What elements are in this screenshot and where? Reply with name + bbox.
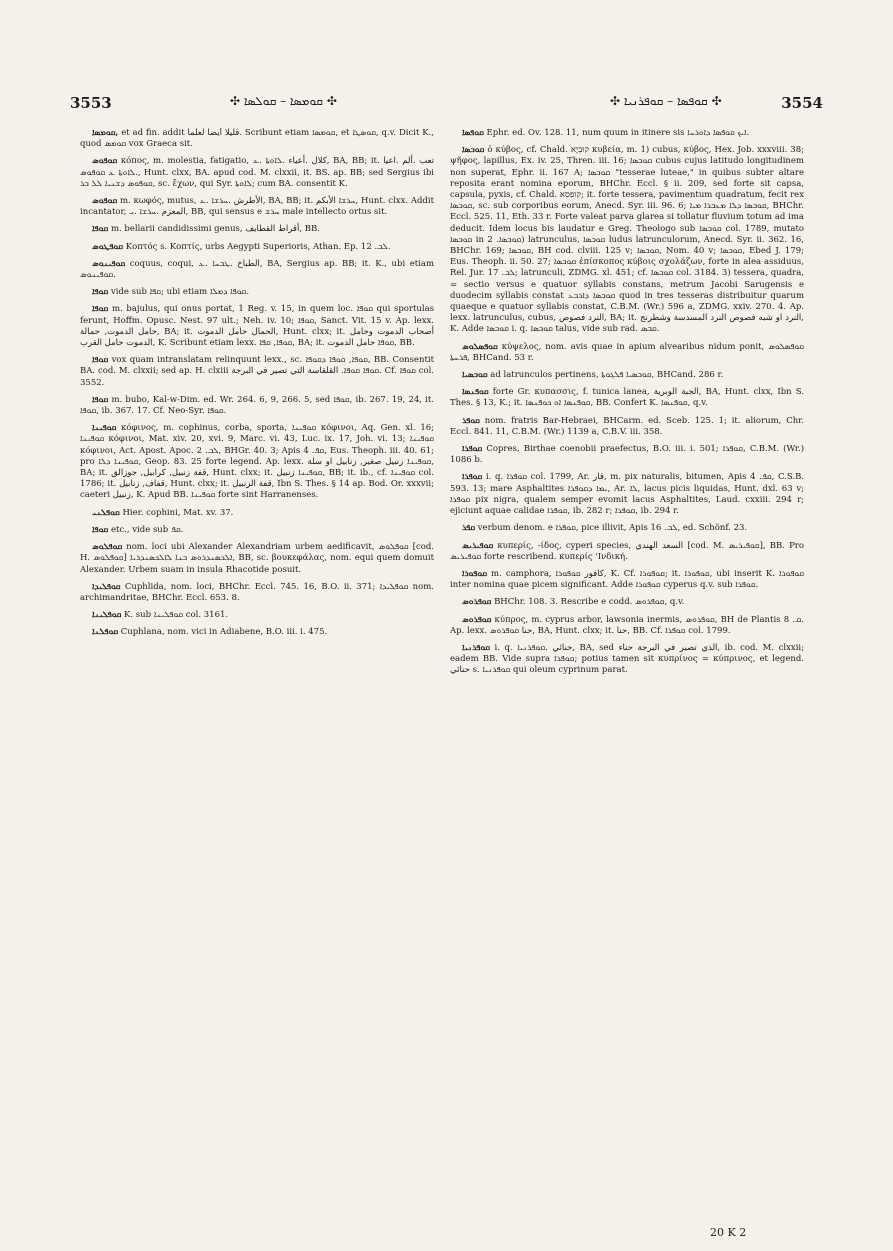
dictionary-entry	[80, 582, 434, 604]
entry-headword: ܩܘܦܠܘܣ	[92, 542, 123, 553]
entry-text: i. q. ܩܘܦܪܐ col. 1799, Ar. قار, m. pix naturalis, bitumen, Apis ܩܦ. 4, C.S.B. 593. 13; mare Asphaltites ܝܡܐ ܕܩܘܦܪܐ, Ar. ܠܐ, lacus picis liquidas, Hunt. dxl. 63 v; ܩܘܦܪܐ pix nigra, qualem semper evomit lacus Asphaltites, Laud. cxxiii. 294 r; ejiciunt aquae calidae ܩܘܦܪܐ, ib. 282 r; ܩܘܦܪܐ, ib. 294 r.	[450, 472, 804, 517]
entry-headword: ܩܘܦܘܣ	[92, 156, 118, 167]
left-column	[80, 128, 434, 1218]
entry-headword: ܩܘܦܪܘܣ	[462, 614, 492, 625]
dictionary-entry	[450, 615, 804, 637]
entry-text: vox quam intranslatam relinquunt lexx., sc. ܩܘܦܐ, ܩܘܦܐ ܕܩܘܦܐ, BB. Consentit BA. cod. M. clxxii; sed ap. H. clxiii ܩܘܦܐ ܩܘܦܐ. القلقاسة التي تصير في البرجة. Cf. ܩܘܦܐ col. 3552.	[80, 355, 434, 388]
dictionary-entry	[450, 444, 804, 466]
entry-text: m. κωφός, mutus, الأطرش .ܚܪܫܐ .ܥ, BA, BB; it. ܚܪܫܐ الأبكم, Hunt. clxx. Addit incantator, المعزم .ܚܪܫܐ .ܝ, BB, qui sensus e ܚܪܫ male intellecto ortus sit.	[80, 196, 434, 218]
dictionary-entry	[450, 597, 804, 608]
entry-text: Copres, Birthae coenobii praefectus, B.O. iii. i. 501; ܩܘܦܪܐ, C.B.M. (Wr.) 1086 b.	[450, 444, 804, 466]
entry-headword: ܩܘܦܘܣ	[92, 196, 118, 207]
entry-text: BHChr. 108. 3. Rescribe e codd. ܩܘܦܪܘܣ, q.v.	[494, 597, 685, 608]
entry-text: nom. loci ubi Alexander Alexandriam urbem aedificavit, ܩܘܦܠܘܣ [cod. H. ܩܘܦܠܘܣ] ܐܠܟܣܢܕܪܘܣ ܒܢܐ ܠܐܠܟܣܢܕܪܝܐ, BB, sc. βουκεφάλας, nom. equi quem domuit Alexander. Urbem suam in insula Rhacotide posuit.	[80, 542, 434, 575]
dictionary-entry	[80, 156, 434, 190]
entry-text: m. bajulus, qui onus portat, 1 Reg. v. 15, in quem loc. ܩܘܦܐ qui sportulas ferunt, Hoffm. Opusc. Nest. 97 ult.; Neh. iv. 10; ܩܘܦܐ, Sanct. Vit. 15 v. Ap. lexx. حامل الدموت, حمالة, BA; it. الحمال حامل الدموت, Hunt. clxx; it. أصحاب الدموت وحامل الدموت حامل القرب, K. Scribunt etiam lexx. ܩܘܦܐ, ܩܦܐ, BA; it. ܩܘܦܐ حامل الدموت, BB.	[80, 304, 434, 349]
dictionary-entry	[450, 569, 804, 591]
entry-text: κύψελος, nom. avis quae in apium alvearibus nidum ponit, ܩܘܦܣܠܘܣ ܦܪܚܬܐ, BHCand. 53 r.	[450, 341, 804, 363]
dictionary-entry	[80, 128, 434, 150]
entry-headword: ܩܘܦܐ	[92, 287, 109, 298]
dictionary-entry	[450, 342, 804, 364]
dictionary-entry	[450, 416, 804, 438]
dictionary-entry	[80, 287, 434, 298]
entry-headword: ܩܘܦܪܘܣ	[462, 597, 492, 608]
entry-text: m. bubo, Kal-w-Dim. ed. Wr. 264. 6, 9, 266. 5, sed ܩܘܦܐ, ib. 267. 19, 24, it. ܩܘܦܐ, ib. 367. 17. Cf. Neo-Syr. ܩܘܦܐ.	[80, 394, 434, 417]
signature-mark: 20 K 2	[710, 1226, 747, 1239]
entry-headword: ܩܘܦܘܪܐ	[462, 568, 487, 579]
entry-text: forte Gr. κυπασσις, f. tunica lanea, الجبة الوبرية, BA, Hunt. clxx, Ibn S. Thes. § 13, K.; it. ܩܘܦܢܣܐ ܐܘ ܟܘܦܢܣܐ, BB. Confert K. ܩܘܦܢܣܐ, q.v.	[450, 387, 804, 409]
dictionary-entry	[80, 423, 434, 501]
dictionary-entry	[450, 523, 804, 534]
entry-headword: ܩܘܒܣܐ	[462, 145, 485, 156]
dictionary-entry	[80, 224, 434, 235]
dictionary-entry	[80, 395, 434, 417]
dictionary-entry	[80, 355, 434, 389]
page-header	[70, 88, 823, 118]
dictionary-entry	[450, 472, 804, 517]
right-page-number: 3554	[781, 94, 823, 112]
entry-headword: ܩܘܦܠܢܐ	[92, 627, 119, 638]
dictionary-entry	[80, 610, 434, 621]
entry-text: verbum denom. e ܩܘܦܪܐ, pice illivit, Apis ܠܒ. 16, ed. Schönf. 23.	[477, 523, 748, 534]
entry-headword: ܩܘܦܠܝܢܐ	[92, 610, 122, 621]
entry-text: vide sub ܩܦܐ; ubi etiam ܩܘܦܐ ܕܡܠܐ.	[110, 287, 250, 298]
dictionary-entry	[80, 196, 434, 218]
entry-headword: ܩܘܦܐ	[92, 304, 109, 315]
entry-text: et ad fin. addit قليلا أيضا لعلما. Scribunt etiam ܩܘܡܣܐ, et ܩܘܣܛܐ, q.v. Dicit K., quod ܩܘܡܣ vox Graeca sit.	[80, 128, 434, 150]
dictionary-entry	[80, 542, 434, 576]
entry-headword: ܩܘܦܢܣܐ	[462, 387, 489, 398]
dictionary-entry	[80, 242, 434, 253]
left-page-number: 3553	[70, 94, 112, 112]
dictionary-entry	[450, 370, 804, 381]
entry-headword: ܩܘܦܪܐ	[462, 472, 483, 483]
entry-headword: ܩܘܦܠܢܝ	[92, 507, 120, 518]
dictionary-entry	[450, 643, 804, 677]
left-running-head: ✣ ܩܘܡܣܐ – ܩܘܠܣܐ ✣	[230, 94, 337, 108]
dictionary-entry	[80, 304, 434, 349]
dictionary-entry	[80, 259, 434, 281]
dictionary-entry	[450, 387, 804, 409]
entry-text: K. sub ܩܘܦܠܝܢܐ col. 3161.	[124, 610, 229, 621]
entry-text: Κοπτός s. Κοπτίς, urbs Aegypti Superioris, Athan. Ep. ܠܒ. 12.	[125, 241, 391, 252]
entry-text: Cuphlida, nom. loci, BHChr. Eccl. 745. 16, B.O. ii. 371; ܩܘܦܠܝܕܐ nom. archimandritae, BHChr. Eccl. 653. 8.	[80, 581, 434, 603]
entry-headword: ܩܘܦܣܐ	[462, 128, 484, 138]
right-column	[450, 128, 804, 1218]
entry-text: i. q. حنائي .ܩܘܦܪܢܝܐ, BA, sed الذي تصير في البرجة حناء, ib. cod. M. clxxii; eadem BB. Vide supra ܩܘܦܪܐ; potius tamen sit κυπρίνος = κύπρινος, et legend. حنائي s. ܩܘܦܪܢܝܐ qui oleum cyprinum parat.	[450, 642, 804, 676]
entry-headword: ܩܘܦܐ	[92, 524, 109, 535]
entry-text: κύπρος, m. cyprus arbor, lawsonia inermis, ܩܘܦܪܘܣ, BH de Plantis ܩ. 8. Ap. lexx. حنا ܩܘܦܪܘܣ, BA, Hunt. clxx; it. حنا, BB. Cf. ܩܘܦܪܐ col. 1799.	[450, 614, 804, 636]
entry-headword: ܩܘܦܣܠܘܣ	[462, 341, 498, 352]
entry-text: κυπερίς, -ίδος, cyperi species, السعد الهندي [cod. M. ܩܘܦܝܪܝܣ], BB. Pro ܩܘܦܝܪܝܣ forte rescribend. κυπερίς 'Ινδική.	[450, 540, 804, 562]
entry-text: nom. fratris Bar-Hebraei, BHCarm. ed. Sceb. 125. 1; it. aliorum, Chr. Eccl. 841. 11, C.B.M. (Wr.) 1139 a, C.B.V. iii. 358.	[450, 415, 804, 437]
entry-headword: ܩܘܡܣܐ,	[92, 128, 119, 138]
entry-text: Cuphlana, nom. vici in Adiabene, B.O. iii. i. 475.	[120, 627, 328, 638]
entry-text: κόφινος, m. cophinus, corba, sporta, ܩܘܦܝܢܐ κόφινοι, Aq. Gen. xl. 16; ܩܘܦܝܢܐ κόφινοι, Mat. xiv. 20, xvi. 9, Marc. vi. 43, Luc. ix. 17, Joh. vi. 13; ܩܘܦܝܢܐ κόφινοι, Act. Apost. Apoc. ܠܒ. 2, BHGr. 40. 3; Apis ܩܦ. 4, Eus. Theoph. iii. 40. 61; pro ܩܘܦܝܢܐ ܕܠܐ, Geop. 83. 25 forte legend. Ap. lexx. ܩܘܦܝܢܐ زنبيل صغير, زنابيل او سلة, BA; it. قفة زنبيل, كرابيل, جوزالق, Hunt. clxx; it. ܩܘܦܝܢܐ زنبيل, BB; it. ib., cf. ܩܘܦܝܢܐ col. 1786; it. قفاف, زنابيل, Hunt. clxx; it. قفة الزنبيل, Ibn S. Thes. § 14 ap. Bod. Or. xxxvii; caeteri زنبيل, K. Apud BB. ܩܘܦܝܢܐ forte sint Harranenses.	[80, 423, 434, 501]
entry-headword: ܩܘܦܐ	[92, 394, 109, 405]
dictionary-entry	[450, 541, 804, 563]
entry-text: Hier. cophini, Mat. xv. 37.	[122, 507, 234, 518]
dictionary-entry	[80, 525, 434, 536]
entry-headword: ܩܘܦܪ	[462, 415, 480, 426]
entry-text: ὁ κύβος, cf. Chald. קוּבְיָא κυβεία, m. 1) cubus, κύβος, Hex. Job. xxxviii. 38; ψῆφος, lapillus, Ex. iv. 25, Thren. iii. 16; ܩܘܒܣܐ cubus cujus latitudo longitudinem non superat, Ephr. ii. 167 A; ܩܘܒܣܐ "tesserae luteae," in quibus subter altare reposita erant nomina eporum, BHChr. Eccl. § ii. 209, sed forte sit capsa, capsula, pyxis, cf. Chald. קופסא; it. forte tessera, pavimentum quadratum, fecit rex ܩܘܒܣܐ, sc. sub corporibus eorum, Anecd. Syr. iii. 96. 6; ܩܘܒܣܐ ܕܠܐ ܡܥܒܪܐ ܡܝܐ, BHChr. Eccl. 525. 11, Eth. 33 r. Forte valeat parva glarea si tollatur fluvium totum ad ima deducit. Idem locus bis laudatur e Greg. Theologo sub ܩܘܒܣܐ col. 1789, mutato ܩܘܒܣܐ in ܩܘܒܣܐ. 2) latrunculus, ܩܘܒܣܐ ludus latrunculorum, Anecd. Syr. ii. 362. 16, BHChr. 169; ܩܘܒܣܐ, BH cod. clviii. 125 v; ܩܘܒܣܐ, Nom. 40 v; ܩܘܒܣܐ, Ebed J. 179; Eus. Theoph. ii. 50. 27; ܩܘܒܣܐ ἐπίσκοπος κύβοις σχολάζων, forte in alea assiduus, Rel. Jur. ܠܒ. 17; latrunculi, ZDMG. xl. 451; cf. ܩܘܒܣܐ col. 3184. 3) tessera, quadra, = sectio versus e quatuor syllabis constans, metrum Jacobi Sarugensis e duodecim syllabis constat ܩܘܒܣܐ ܕܐܪܒܥ quod in tres tesseras distribuitur quarum quaeque e quatuor syllabis constat, C.B.M. (Wr.) 596 a, ZDMG. xxiv. 270. 4. Ap. lexx. latrunculus, cubus, النرد فصوص, BA; it. النرد او شبه فصوص النرد المسدسة وشطرنج, K. Adde ܩܘܒܣܐ i. q. ܩܘܒܣܐ talus, vide sub rad. ܩܒܣ.	[450, 145, 804, 335]
entry-text: coquus, coqui, الطباخ .ܛܒܚܐ .ܥ, BA, Sergius ap. BB; it. K., ubi etiam ܩܘܦܝܢܘܣ.	[80, 258, 434, 281]
entry-text: etc., vide sub ܩܦ.	[110, 524, 184, 535]
entry-text: m. bellarii candidissimi genus, أقراط القطايف, BB.	[110, 224, 320, 235]
entry-headword: ܩܘܒܣܝܐ	[462, 370, 488, 381]
entry-text: ad latrunculos pertinens, ܩܘܒܣܝܐ ܦܠܓܘܬܐ, BHCand. 286 r.	[490, 370, 724, 381]
entry-headword: ܩܘܦܝܪܝܣ	[462, 540, 494, 551]
entry-headword: ܩܘܦܐ	[92, 355, 109, 366]
dictionary-entry	[80, 627, 434, 638]
entry-text: κόπος, m. molestia, fatigatio, كلال .أعياء .ܠܐܘܬܐ .ܥ, BA, BB; it. تعب .ألم .اعيا .ܠܐܘܬܐ ܥ ܩܘܦܘܣ, Hunt. clxx, BA. apud cod. M. clxxii, it. BS. ap. BB; sed Sergius ibi ܩܘܦܘܣ ܕܫܢܝܐ ܠܠ ܒܪ, sc. ἔχων, qui Syr. ܠܐܘܬܐ; cum BA. consentit K.	[80, 156, 434, 189]
entry-headword: ܩܘܦܪܐ	[462, 444, 483, 455]
dictionary-entry	[80, 508, 434, 519]
entry-headword: ܩܘܦܐ	[92, 224, 109, 235]
entry-headword: ܩܘܦܪܢܝܐ	[462, 642, 490, 653]
entry-headword: ܩܘܦܛܘܣ	[92, 241, 124, 252]
entry-headword: ܩܘܦܝܢܘܣ	[92, 258, 126, 269]
entry-headword: ܩܦܪ	[462, 523, 476, 534]
entry-headword: ܩܘܦܠܝܕܐ	[92, 581, 121, 592]
dictionary-entry	[450, 145, 804, 335]
entry-text: m. camphora, كافور ܩܘܦܘܪܐ, K. Cf. ܩܘܦܘܪܐ; it. ܩܘܦܘܪܐ, ubi inserit K. ܩܘܦܘܪܐ inter nomina quae picem significant. Adde ܩܘܦܘܪܐ cyperus q.v. sub ܩܘܦܪܐ.	[450, 568, 804, 591]
dictionary-entry	[450, 128, 804, 139]
entry-text: Ephr. ed. Ov. 128. 11, num quum in itinere sis ܐܝܟ ܩܘܦܣܐ ܕܐܘܪܚܐ.	[486, 128, 750, 138]
right-running-head: ✣ ܩܘܦܣܐ – ܩܘܦܪܢܝܐ ✣	[610, 94, 722, 108]
entry-headword: ܩܘܦܝܢܐ	[92, 423, 117, 434]
